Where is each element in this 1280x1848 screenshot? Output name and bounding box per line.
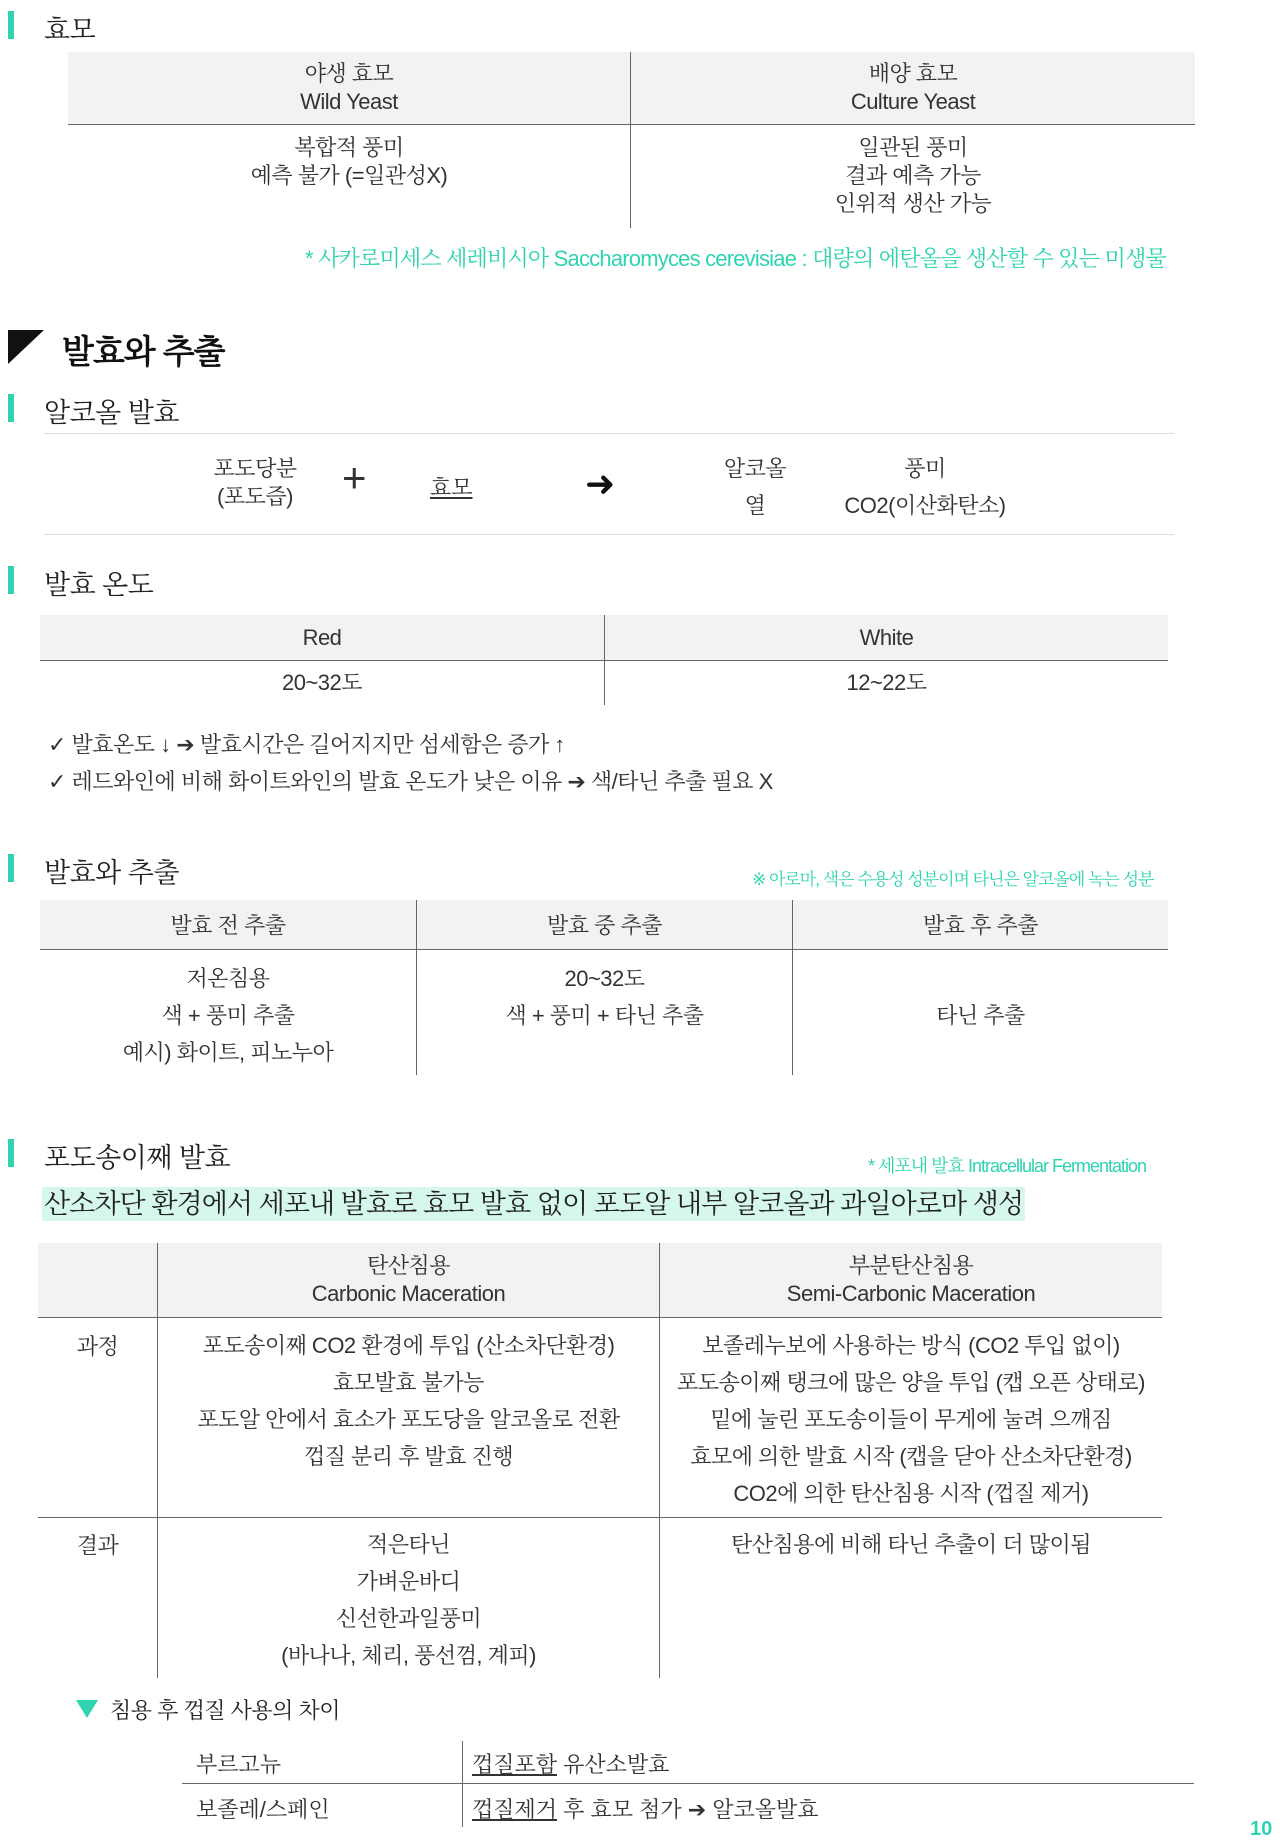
skin-use-method: 껍질포함 유산소발효 — [472, 1752, 670, 1777]
yeast-note: * 사카로미세스 세레비시아 Saccharomyces cerevisiae : 대량의 에탄올을 생산할 수 있는 미생물 — [305, 246, 1166, 271]
temp-check-2: ✓ 레드와인에 비해 화이트와인의 발효 온도가 낮은 이유 ➔ 색/타닌 추출 필요 X — [48, 769, 773, 794]
plus-icon: + — [342, 454, 367, 501]
page-number: 10 — [1250, 1818, 1273, 1840]
alcohol-top-line — [44, 433, 1174, 434]
whole-bunch-header-line — [38, 1317, 1162, 1318]
yeast-culture-header: 배양 효모 Culture Yeast — [850, 61, 976, 114]
section-marker — [8, 1139, 14, 1167]
skin-use-region: 보졸레/스페인 — [196, 1797, 330, 1822]
extraction-note: ※ 아로마, 색은 수용성 성분이며 타닌은 알코올에 녹는 성분 — [752, 870, 1154, 889]
whole-bunch-highlight: 산소차단 환경에서 세포내 발효로 효모 발효 없이 포도알 내부 알코올과 과일아로마 생성 — [44, 1189, 1024, 1219]
temp-check-1: ✓ 발효온도 ↓ ➔ 발효시간은 길어지지만 섬세함은 증가 ↑ — [48, 732, 565, 757]
whole-bunch-note: * 세포내 발효 Intracellular Fermentation — [868, 1156, 1147, 1176]
temp-red-value: 20~32도 — [281, 670, 363, 695]
yeast-wild-cell: 복합적 풍미 예측 불가 (=일관성X) — [250, 135, 448, 188]
row-label-result: 결과 — [76, 1533, 119, 1558]
carbonic-header: 탄산침용 Carbonic Maceration — [311, 1253, 506, 1306]
extraction-title: 발효와 추출 — [44, 858, 179, 888]
alcohol-input-grape: 포도당분 (포도즙) — [213, 456, 297, 509]
skin-use-title: 침용 후 껍질 사용의 차이 — [110, 1698, 340, 1723]
section-marker — [8, 566, 14, 594]
yeast-header-line — [68, 124, 1195, 125]
temp-red-header: Red — [302, 625, 342, 650]
extraction-during-cell: 20~32도 색 + 풍미 + 타닌 추출 — [505, 966, 704, 1028]
triangle-down-icon — [76, 1700, 98, 1718]
semi-carbonic-process-cell: 보졸레누보에 사용하는 방식 (CO2 투입 없이) 포도송이째 탱크에 많은 양을 투입 (캡 오픈 상태로) 밑에 눌린 포도송이들이 무게에 눌려 으깨짐 효모에 의한 발효 시작 (캡을 닫아 산소차단환경) CO2에 의한 탄산침용 시작 (껍질 제거) — [677, 1333, 1145, 1506]
section-title: 발효와 추출 — [62, 333, 225, 370]
alcohol-bottom-line — [44, 534, 1174, 535]
carbonic-process-cell: 포도송이째 CO2 환경에 투입 (산소차단환경) 효모발효 불가능 포도알 안에서 효소가 포도당을 알코올로 전환 껍질 분리 후 발효 진행 — [197, 1333, 620, 1469]
alcohol-output-flavor: 풍미 CO2(이산화탄소) — [844, 456, 1006, 518]
temp-white-header: White — [859, 625, 914, 650]
extraction-before-header: 발효 전 추출 — [170, 913, 286, 938]
alcohol-input-yeast: 효모 — [430, 475, 473, 500]
whole-bunch-title: 포도송이째 발효 — [44, 1143, 231, 1173]
whole-bunch-row-line — [38, 1517, 1162, 1518]
semi-carbonic-header: 부분탄산침용 Semi-Carbonic Maceration — [786, 1253, 1036, 1306]
extraction-header-line — [40, 949, 1168, 950]
section-marker — [8, 394, 14, 422]
alcohol-title: 알코올 발효 — [44, 398, 179, 428]
extraction-during-header: 발효 중 추출 — [547, 913, 662, 938]
temp-white-value: 12~22도 — [846, 670, 927, 695]
skin-use-region: 부르고뉴 — [196, 1752, 282, 1777]
extraction-after-cell: 타닌 추출 — [936, 1003, 1025, 1028]
carbonic-result-cell: 적은타닌 가벼운바디 신선한과일풍미 (바나나, 체리, 풍선껌, 계피) — [281, 1532, 536, 1668]
section-marker — [8, 854, 14, 882]
yeast-wild-header: 야생 효모 Wild Yeast — [300, 61, 398, 114]
skin-use-method: 껍질제거 후 효모 첨가 ➔ 알코올발효 — [472, 1797, 819, 1822]
skin-use-col-divider — [462, 1741, 463, 1827]
section-marker — [8, 11, 14, 39]
extraction-after-header: 발효 후 추출 — [923, 913, 1038, 938]
arrow-right-icon: ➜ — [585, 463, 616, 504]
yeast-title: 효모 — [44, 15, 96, 45]
extraction-before-cell: 저온침용 색 + 풍미 추출 예시) 화이트, 피노누아 — [122, 966, 334, 1065]
skin-use-row-line — [182, 1783, 1194, 1784]
section-triangle-icon — [8, 330, 44, 364]
row-label-process: 과정 — [76, 1334, 119, 1359]
yeast-culture-cell: 일관된 풍미 결과 예측 가능 인위적 생산 가능 — [834, 135, 992, 216]
temperature-title: 발효 온도 — [44, 570, 154, 600]
alcohol-output-alcohol: 알코올 열 — [723, 456, 787, 518]
semi-carbonic-result-cell: 탄산침용에 비해 타닌 추출이 더 많이됨 — [730, 1532, 1092, 1557]
